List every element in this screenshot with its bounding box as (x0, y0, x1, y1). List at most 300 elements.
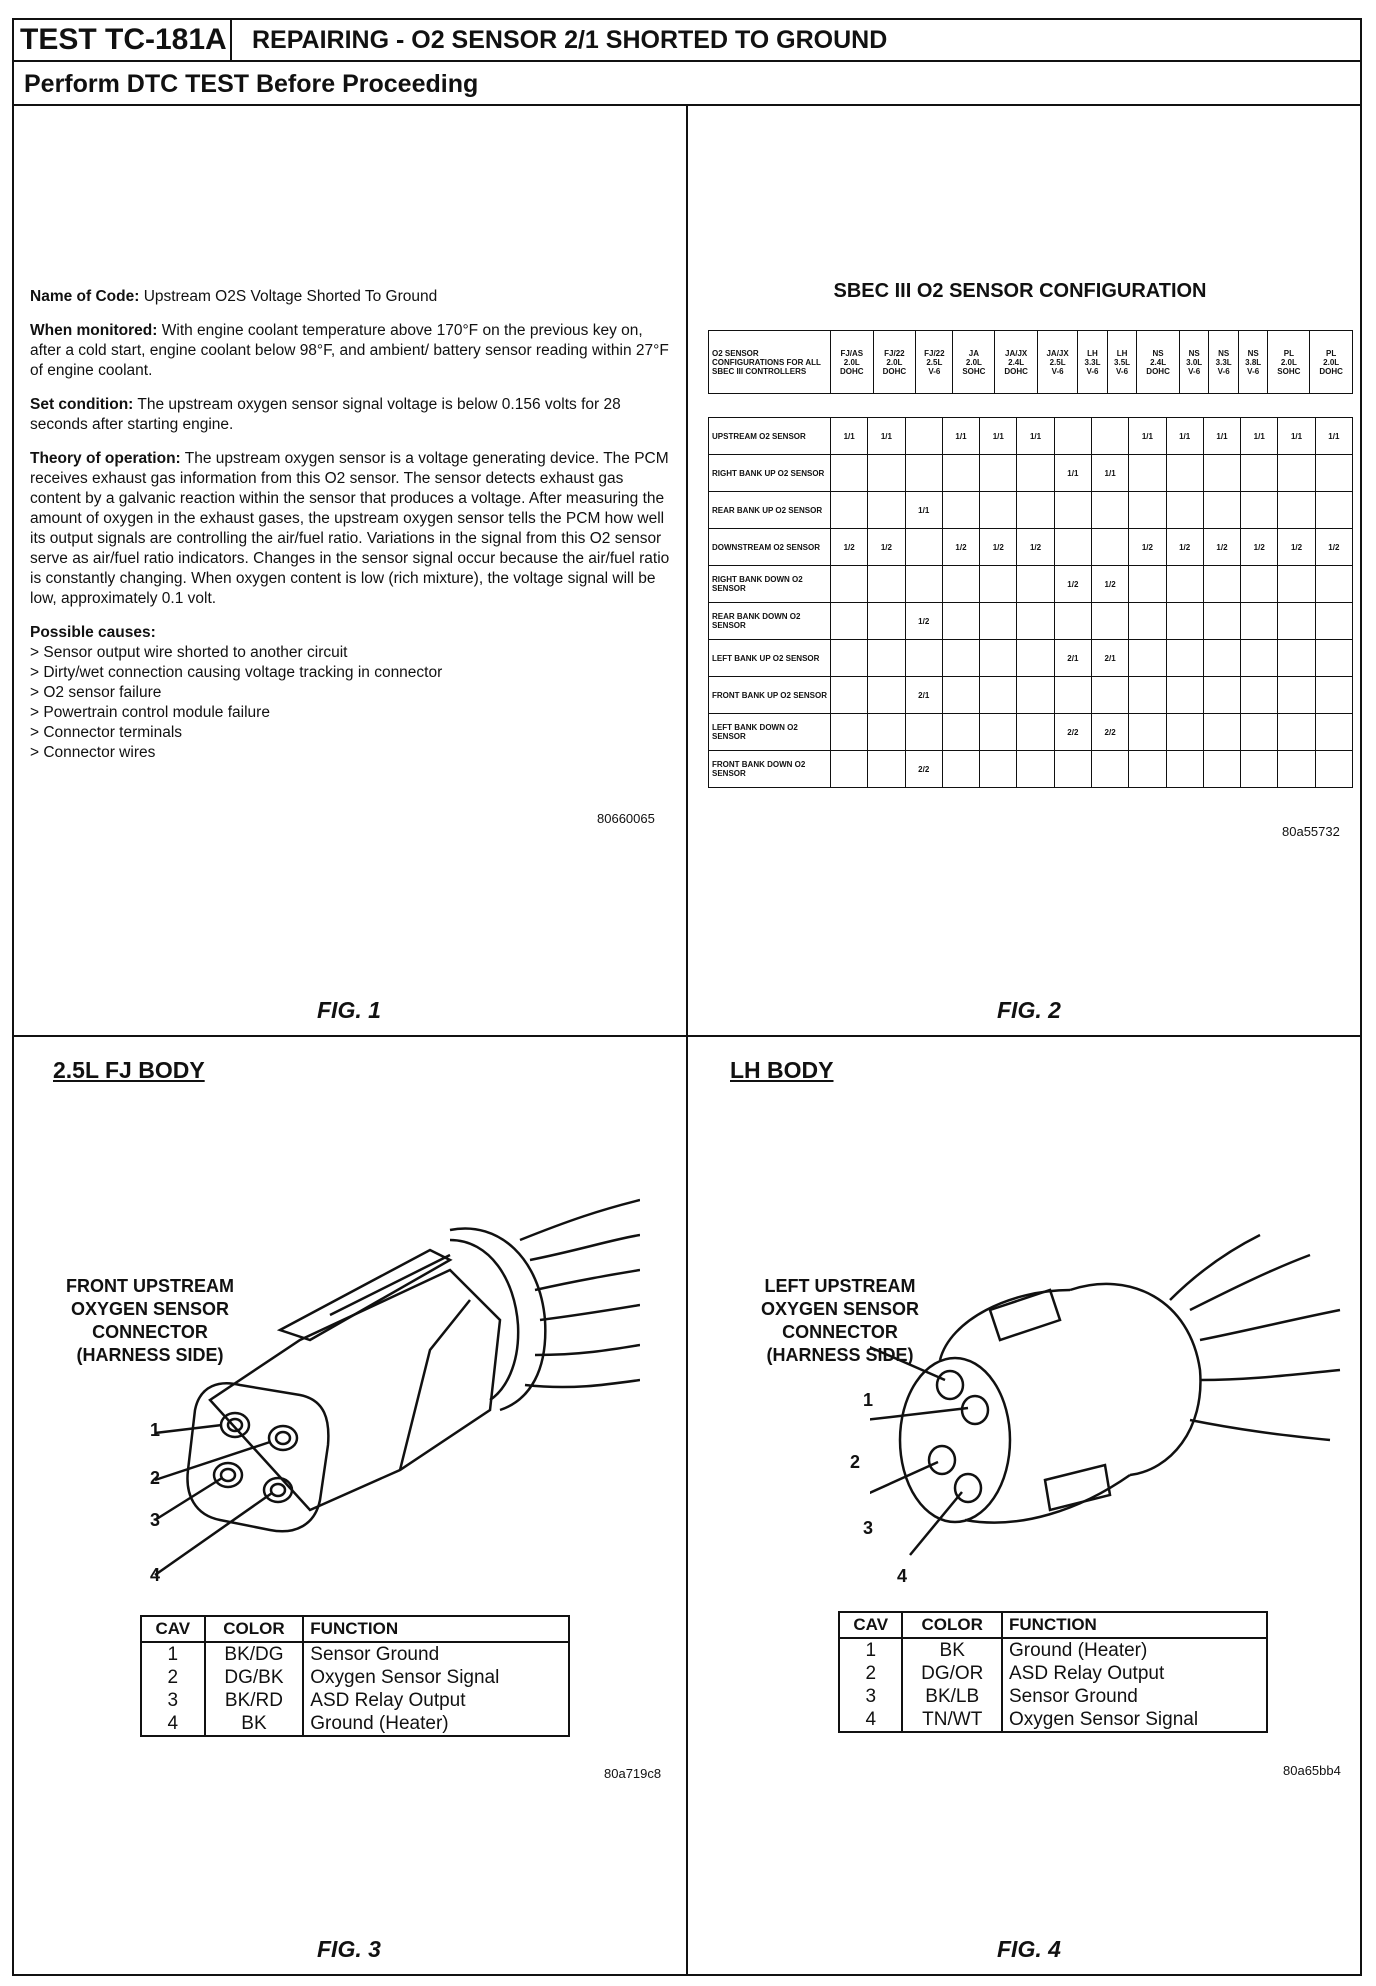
config-cell: 1/1 (831, 418, 868, 455)
fig4-pin-table (838, 1611, 1268, 1733)
config-cell: 1/1 (1315, 418, 1352, 455)
config-row-label: LEFT BANK DOWN O2 SENSOR (709, 714, 831, 751)
config-cell (831, 751, 868, 788)
config-cell (1017, 714, 1054, 751)
column-header-model: FJ/AS (840, 348, 864, 358)
fig3-pin-2: 2 (150, 1468, 161, 1488)
config-row-label: FRONT BANK UP O2 SENSOR (709, 677, 831, 714)
fig1-ref-code: 80660065 (597, 811, 655, 826)
list-item: > Powertrain control module failure (30, 704, 270, 721)
config-column-header (831, 331, 874, 394)
config-cell: 1/2 (1166, 529, 1203, 566)
test-id: TEST TC-181A (12, 18, 232, 62)
config-column-header (873, 331, 916, 394)
config-cell: 1/2 (980, 529, 1017, 566)
column-header-engine: 2.0L (1323, 357, 1340, 367)
config-cell (942, 677, 979, 714)
config-cell (980, 677, 1017, 714)
config-cell (1129, 455, 1166, 492)
table-row (709, 455, 1353, 492)
config-cell (1278, 677, 1315, 714)
config-cell (1017, 751, 1054, 788)
column-header-type: DOHC (882, 366, 907, 376)
connector-label-line: CONNECTOR (92, 1322, 208, 1342)
config-cell (1017, 492, 1054, 529)
config-cell (1054, 677, 1091, 714)
config-cell (868, 603, 905, 640)
config-cell: 1/2 (1017, 529, 1054, 566)
config-cell (1315, 640, 1352, 677)
config-row-label: RIGHT BANK UP O2 SENSOR (709, 455, 831, 492)
header-bar (12, 18, 1362, 62)
column-header-model: LH (1087, 348, 1098, 358)
fig3-ref-code: 80a719c8 (604, 1766, 662, 1781)
connector-label-line: CONNECTOR (782, 1322, 898, 1342)
function-cell: ASD Relay Output (310, 1690, 466, 1711)
config-cell (868, 677, 905, 714)
config-cell (1203, 640, 1240, 677)
connector-label-line: OXYGEN SENSOR (70, 1299, 230, 1319)
config-cell (1166, 492, 1203, 529)
header-cav: CAV (141, 1616, 205, 1642)
config-cell: 2/2 (905, 751, 942, 788)
config-column-header (1310, 331, 1353, 394)
config-cell (942, 492, 979, 529)
cav-cell: 4 (839, 1708, 902, 1732)
color-cell: BK/DG (205, 1642, 304, 1666)
config-cell (980, 455, 1017, 492)
column-header-type: V-6 (1116, 366, 1129, 376)
function-cell: Sensor Ground (310, 1644, 440, 1665)
config-cell (1203, 603, 1240, 640)
color-cell: DG/OR (902, 1662, 1002, 1685)
config-cell (1166, 566, 1203, 603)
config-cell (831, 455, 868, 492)
monitored-label: When monitored: (30, 322, 158, 339)
column-header-model: LH (1116, 348, 1128, 358)
config-cell (942, 714, 979, 751)
table-row (141, 1666, 569, 1689)
config-cell: 1/1 (942, 418, 979, 455)
column-header-engine: 2.4L (1008, 357, 1025, 367)
vertical-divider (686, 106, 688, 1976)
config-column-header (1137, 331, 1180, 394)
config-cell (868, 714, 905, 751)
column-header-engine: 2.5L (926, 357, 943, 367)
config-cell: 1/1 (1054, 455, 1091, 492)
config-cell (942, 751, 979, 788)
config-cell (905, 566, 942, 603)
list-item: > Dirty/wet connection causing voltage tracking in connector (30, 664, 443, 681)
config-cell (1091, 751, 1128, 788)
fig1-label: FIG. 1 (317, 997, 381, 1023)
config-cell (831, 603, 868, 640)
column-header-model: FJ/22 (884, 348, 905, 358)
config-cell (1278, 492, 1315, 529)
config-cell (1315, 714, 1352, 751)
header-function: FUNCTION (303, 1616, 569, 1642)
config-cell: 1/2 (1203, 529, 1240, 566)
fig4-pin-1: 1 (863, 1390, 874, 1410)
fj-connector-illustration (150, 1180, 640, 1600)
causes-list (30, 643, 670, 763)
config-row-label: RIGHT BANK DOWN O2 SENSOR (709, 566, 831, 603)
horizontal-divider (12, 1035, 1362, 1037)
code-name-paragraph (30, 287, 670, 307)
config-cell (1278, 455, 1315, 492)
theory-label: Theory of operation: (30, 450, 181, 467)
config-cell (1241, 455, 1278, 492)
causes-label: Possible causes: (30, 624, 156, 641)
config-cell (980, 603, 1017, 640)
table-row (141, 1712, 569, 1736)
config-cell (980, 640, 1017, 677)
config-cell (905, 640, 942, 677)
table-header-row (141, 1616, 569, 1642)
config-row-label: DOWNSTREAM O2 SENSOR (709, 529, 831, 566)
config-cell (1091, 492, 1128, 529)
config-cell: 2/1 (1091, 640, 1128, 677)
table-row (709, 529, 1353, 566)
column-header-engine: 3.3L (1215, 357, 1232, 367)
column-header-engine: 2.5L (1049, 357, 1066, 367)
cav-cell: 2 (141, 1666, 205, 1689)
fig3-pin-1: 1 (150, 1420, 161, 1440)
cav-cell: 3 (839, 1685, 902, 1708)
column-header-model: NS (1152, 348, 1164, 358)
config-cell: 1/1 (1091, 455, 1128, 492)
config-row-label: UPSTREAM O2 SENSOR (709, 418, 831, 455)
config-cell (1017, 566, 1054, 603)
config-cell: 2/2 (1091, 714, 1128, 751)
config-cell (1166, 640, 1203, 677)
column-header-engine: 2.0L (843, 357, 860, 367)
config-column-header (916, 331, 953, 394)
fig4-pin-4: 4 (897, 1566, 908, 1586)
theory-text: The upstream oxygen sensor is a voltage generating device. The PCM receives exhaust gas information from this O2 sensor. The sensor detects exhaust gas content by a galvanic reaction within the sensor that produces a voltage. After measuring the amount of oxygen in the exhaust gases, the upstream oxygen sensor tells the PCM how well its output signals are controlling the air/fuel ratio. Variations in the signal from this O2 sensor serve as air/fuel ratio indicators. Changes in the sensor signal occur because the air/fuel ratio is constantly changing. When oxygen content is low (rich mixture), the voltage signal will be low, approximately 0.1 volt. (30, 450, 670, 607)
config-cell (1203, 492, 1240, 529)
list-item: > Sensor output wire shorted to another circuit (30, 644, 348, 661)
config-cell (1203, 566, 1240, 603)
config-cell (1166, 714, 1203, 751)
header-function: FUNCTION (1002, 1612, 1267, 1638)
config-row-label: FRONT BANK DOWN O2 SENSOR (709, 751, 831, 788)
config-cell (980, 751, 1017, 788)
config-cell (980, 714, 1017, 751)
column-header-engine: 3.5L (1114, 357, 1131, 367)
fig3-pin-4: 4 (150, 1565, 161, 1585)
column-header-engine: 3.8L (1245, 357, 1262, 367)
color-cell: BK (205, 1712, 304, 1736)
config-cell: 1/2 (1278, 529, 1315, 566)
function-cell: Oxygen Sensor Signal (1009, 1709, 1199, 1730)
config-corner-cell: O2 SENSOR CONFIGURATIONS FOR ALL SBEC III CONTROLLERS (709, 331, 831, 394)
config-cell (1241, 566, 1278, 603)
config-cell: 1/1 (1278, 418, 1315, 455)
column-header-model: NS (1188, 348, 1200, 358)
config-cell (1241, 751, 1278, 788)
fig3-pin-3: 3 (150, 1510, 161, 1530)
config-cell (1166, 677, 1203, 714)
list-item: > O2 sensor failure (30, 684, 162, 701)
header-color: COLOR (902, 1612, 1002, 1638)
config-cell (942, 640, 979, 677)
function-cell: Sensor Ground (1009, 1686, 1138, 1707)
config-column-header (1179, 331, 1209, 394)
config-cell: 1/1 (1017, 418, 1054, 455)
config-cell (905, 455, 942, 492)
config-cell (1091, 418, 1128, 455)
config-cell: 1/1 (1166, 418, 1203, 455)
fig4-ref-code: 80a65bb4 (1283, 1763, 1341, 1778)
config-column-header (953, 331, 995, 394)
config-cell (905, 714, 942, 751)
config-cell (1278, 714, 1315, 751)
table-row (709, 603, 1353, 640)
config-cell: 1/2 (942, 529, 979, 566)
connector-label-line: OXYGEN SENSOR (760, 1299, 920, 1319)
config-row-label: LEFT BANK UP O2 SENSOR (709, 640, 831, 677)
config-cell (1278, 603, 1315, 640)
header-cav: CAV (839, 1612, 902, 1638)
config-cell: 1/2 (1091, 566, 1128, 603)
column-header-type: DOHC (1319, 366, 1343, 376)
color-cell: BK (902, 1638, 1002, 1662)
cav-cell: 4 (141, 1712, 205, 1736)
table-row (839, 1662, 1267, 1685)
config-cell: 1/2 (1315, 529, 1352, 566)
config-column-header (995, 331, 1038, 394)
config-cell (831, 640, 868, 677)
config-cell (1166, 455, 1203, 492)
config-cell (831, 714, 868, 751)
column-header-engine: 2.0L (886, 357, 903, 367)
config-cell (942, 566, 979, 603)
config-row-label: REAR BANK UP O2 SENSOR (709, 492, 831, 529)
config-cell (1091, 677, 1128, 714)
config-body-table (708, 417, 1353, 788)
test-title: REPAIRING - O2 SENSOR 2/1 SHORTED TO GROUND (252, 26, 888, 54)
config-cell (831, 492, 868, 529)
config-cell (1017, 677, 1054, 714)
fig3-pin-table (140, 1615, 570, 1737)
color-cell: BK/RD (205, 1689, 304, 1712)
column-header-engine: 3.3L (1084, 357, 1101, 367)
fig1-text-panel (30, 287, 670, 763)
config-cell (1315, 677, 1352, 714)
config-cell (1054, 751, 1091, 788)
config-cell (905, 418, 942, 455)
color-cell: TN/WT (902, 1708, 1002, 1732)
config-column-header (1078, 331, 1108, 394)
list-item: > Connector wires (30, 744, 156, 761)
config-cell: 1/1 (1241, 418, 1278, 455)
set-condition-paragraph (30, 395, 670, 435)
config-cell: 2/1 (1054, 640, 1091, 677)
config-cell (1129, 751, 1166, 788)
column-header-model: FJ/22 (924, 348, 945, 358)
fig4-body-title: LH BODY (730, 1057, 834, 1083)
cav-cell: 2 (839, 1662, 902, 1685)
column-header-type: V-6 (928, 366, 941, 376)
config-cell (980, 566, 1017, 603)
fig2-label: FIG. 2 (997, 997, 1061, 1023)
cav-cell: 3 (141, 1689, 205, 1712)
monitored-paragraph (30, 321, 670, 381)
config-cell (942, 603, 979, 640)
fig4-label: FIG. 4 (997, 1936, 1061, 1962)
table-row (709, 418, 1353, 455)
config-cell (1129, 566, 1166, 603)
color-cell: DG/BK (205, 1666, 304, 1689)
fig4-pin-2: 2 (850, 1452, 861, 1472)
config-cell (868, 640, 905, 677)
config-cell (831, 677, 868, 714)
column-header-type: V-6 (1051, 366, 1064, 376)
table-row (709, 751, 1353, 788)
table-row (709, 566, 1353, 603)
column-header-model: NS (1247, 348, 1259, 358)
set-condition-text: The upstream oxygen sensor signal voltage is below 0.156 volts for 28 seconds after starting engine. (30, 396, 621, 433)
config-cell (1278, 566, 1315, 603)
config-cell (1315, 492, 1352, 529)
config-cell (868, 566, 905, 603)
column-header-type: V-6 (1247, 366, 1260, 376)
code-name-label: Name of Code: (30, 288, 140, 305)
config-cell (1017, 603, 1054, 640)
config-cell (1054, 603, 1091, 640)
config-cell: 1/2 (1241, 529, 1278, 566)
config-column-header (1238, 331, 1268, 394)
column-header-engine: 2.0L (1280, 357, 1297, 367)
header-color: COLOR (205, 1616, 304, 1642)
column-header-model: JA/JX (1046, 348, 1069, 358)
config-cell: 1/1 (1129, 418, 1166, 455)
config-cell: 2/2 (1054, 714, 1091, 751)
connector-label-line: LEFT UPSTREAM (764, 1276, 916, 1296)
column-header-model: PL (1283, 348, 1294, 358)
test-subtitle: Perform DTC TEST Before Proceeding (12, 62, 1362, 106)
config-cell (1091, 529, 1128, 566)
config-cell (1203, 677, 1240, 714)
config-cell (1278, 751, 1315, 788)
column-header-model: NS (1218, 348, 1230, 358)
color-cell: BK/LB (902, 1685, 1002, 1708)
column-header-type: V-6 (1188, 366, 1201, 376)
table-row (709, 492, 1353, 529)
config-column-header (1037, 331, 1077, 394)
cav-cell: 1 (839, 1638, 902, 1662)
config-cell (1129, 714, 1166, 751)
config-cell (980, 492, 1017, 529)
config-cell (1241, 492, 1278, 529)
config-cell (1315, 566, 1352, 603)
config-cell (1315, 603, 1352, 640)
list-item: > Connector terminals (30, 724, 183, 741)
config-column-header (1209, 331, 1239, 394)
config-cell (1203, 751, 1240, 788)
fig4-pin-3: 3 (863, 1518, 874, 1538)
config-cell (1054, 529, 1091, 566)
table-row (709, 640, 1353, 677)
config-cell (1241, 714, 1278, 751)
config-cell (1241, 603, 1278, 640)
set-condition-label: Set condition: (30, 396, 134, 413)
config-cell: 1/2 (905, 603, 942, 640)
table-row (709, 714, 1353, 751)
column-header-engine: 3.0L (1186, 357, 1203, 367)
config-table-title: SBEC III O2 SENSOR CONFIGURATION (833, 280, 1207, 302)
config-cell (905, 529, 942, 566)
config-cell (831, 566, 868, 603)
config-cell (1203, 714, 1240, 751)
table-header-row (839, 1612, 1267, 1638)
function-cell: Ground (Heater) (310, 1713, 449, 1734)
lh-connector-illustration (870, 1230, 1350, 1590)
config-cell (1129, 492, 1166, 529)
fig3-label: FIG. 3 (317, 1936, 381, 1962)
column-header-type: SOHC (962, 366, 986, 376)
theory-paragraph (30, 449, 670, 609)
table-row (141, 1642, 569, 1666)
connector-label-line: FRONT UPSTREAM (66, 1276, 234, 1296)
config-cell (1241, 640, 1278, 677)
config-column-header (1107, 331, 1137, 394)
column-header-model: JA/JX (1005, 348, 1028, 358)
column-header-type: DOHC (1004, 366, 1028, 376)
fig3-body-title: 2.5L FJ BODY (53, 1057, 205, 1083)
config-cell (1091, 603, 1128, 640)
config-row-label: REAR BANK DOWN O2 SENSOR (709, 603, 831, 640)
config-cell: 1/2 (1054, 566, 1091, 603)
table-row (709, 677, 1353, 714)
config-cell: 1/2 (831, 529, 868, 566)
config-cell: 1/1 (905, 492, 942, 529)
config-cell (1017, 455, 1054, 492)
config-cell (1203, 455, 1240, 492)
config-cell: 1/1 (980, 418, 1017, 455)
table-row (141, 1689, 569, 1712)
cav-cell: 1 (141, 1642, 205, 1666)
column-header-type: SOHC (1277, 366, 1301, 376)
connector-label-line: (HARNESS SIDE) (766, 1345, 914, 1365)
config-cell: 1/1 (868, 418, 905, 455)
function-cell: Oxygen Sensor Signal (310, 1667, 500, 1688)
config-cell: 1/1 (1203, 418, 1240, 455)
table-row (839, 1708, 1267, 1732)
config-cell (1278, 640, 1315, 677)
config-cell (1241, 677, 1278, 714)
config-cell: 1/2 (1129, 529, 1166, 566)
config-column-header (1268, 331, 1310, 394)
column-header-engine: 2.4L (1150, 357, 1167, 367)
column-header-model: PL (1326, 348, 1337, 358)
column-header-type: V-6 (1217, 366, 1230, 376)
config-cell (1166, 603, 1203, 640)
function-cell: ASD Relay Output (1009, 1663, 1165, 1684)
config-cell (1315, 455, 1352, 492)
function-cell: Ground (Heater) (1009, 1640, 1148, 1661)
config-cell (868, 455, 905, 492)
table-row (839, 1685, 1267, 1708)
config-cell (1129, 603, 1166, 640)
config-cell (868, 492, 905, 529)
code-name-text: Upstream O2S Voltage Shorted To Ground (143, 288, 438, 305)
config-header-row (709, 331, 1353, 394)
config-cell (1129, 640, 1166, 677)
monitored-text: With engine coolant temperature above 170°F on the previous key on, after a cold start, engine coolant below 98°F, and ambient/ battery sensor reading within 27°F of engine coolant. (30, 322, 669, 379)
config-cell (1166, 751, 1203, 788)
